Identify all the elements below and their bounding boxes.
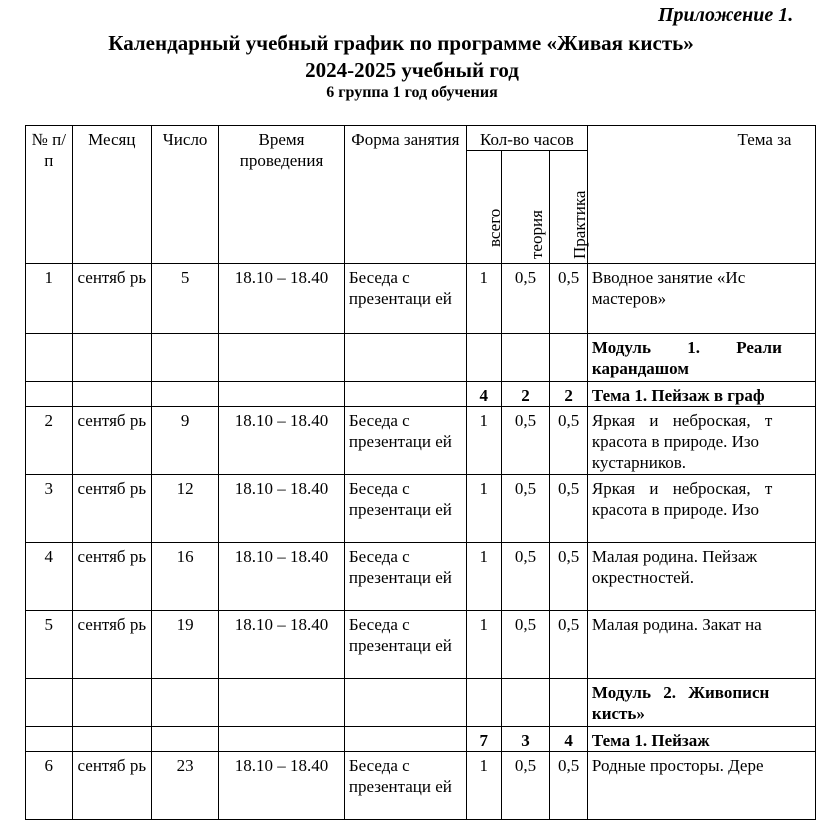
cell-form: Беседа с презентаци ей: [344, 407, 466, 475]
module-title: Модуль 2. Живописн кисть»: [587, 679, 815, 727]
table-row: [26, 611, 816, 679]
cell-num: 3: [26, 475, 73, 543]
table-row: [26, 264, 816, 334]
cell-month: сентяб рь: [72, 752, 151, 820]
cell-total: 1: [466, 752, 501, 820]
cell-num: 2: [26, 407, 73, 475]
cell-month: сентяб рь: [72, 543, 151, 611]
cell-topic: Яркая и неброская, т красота в природе. Изо: [587, 475, 815, 543]
cell-num: 1: [26, 264, 73, 334]
cell-day: 16: [152, 543, 219, 611]
document-title: Календарный учебный график по программе «Живая кисть»: [108, 31, 694, 55]
cell-day: 23: [152, 752, 219, 820]
module-row: [26, 679, 816, 727]
cell-form: Беседа с презентаци ей: [344, 475, 466, 543]
section-theory: 3: [501, 727, 550, 752]
section-practice: 4: [550, 727, 588, 752]
section-practice: 2: [550, 382, 588, 407]
cell-practice: 0,5: [550, 407, 588, 475]
cell-num: 5: [26, 611, 73, 679]
header-row: [26, 126, 816, 151]
cell-theory: 0,5: [501, 407, 550, 475]
cell-practice: 0,5: [550, 752, 588, 820]
cell-num: 4: [26, 543, 73, 611]
module-row: [26, 334, 816, 382]
cell-month: сентяб рь: [72, 611, 151, 679]
cell-form: Беседа с презентаци ей: [344, 752, 466, 820]
header-hours: Кол-во часов: [466, 126, 587, 151]
group-subtitle: 6 группа 1 год обучения: [326, 84, 498, 101]
cell-time: 18.10 – 18.40: [219, 543, 345, 611]
section-total: 4: [466, 382, 501, 407]
header-form: Форма занятия: [344, 126, 466, 264]
cell-practice: 0,5: [550, 264, 588, 334]
table-row: [26, 543, 816, 611]
cell-theory: 0,5: [501, 611, 550, 679]
cell-practice: 0,5: [550, 475, 588, 543]
header-total: всего: [466, 151, 501, 264]
section-row: [26, 727, 816, 752]
header-time: Время проведения: [219, 126, 345, 264]
cell-day: 5: [152, 264, 219, 334]
header-day: Число: [152, 126, 219, 264]
cell-topic: Малая родина. Закат на: [587, 611, 815, 679]
section-row: [26, 382, 816, 407]
cell-theory: 0,5: [501, 752, 550, 820]
cell-form: Беседа с презентаци ей: [344, 264, 466, 334]
cell-practice: 0,5: [550, 611, 588, 679]
cell-form: Беседа с презентаци ей: [344, 543, 466, 611]
table-row: [26, 752, 816, 820]
cell-month: сентяб рь: [72, 407, 151, 475]
cell-topic: Вводное занятие «Ис мастеров»: [587, 264, 815, 334]
cell-month: сентяб рь: [72, 475, 151, 543]
cell-total: 1: [466, 475, 501, 543]
header-topic: Тема за: [587, 126, 815, 264]
section-theory: 2: [501, 382, 550, 407]
cell-form: Беседа с презентаци ей: [344, 611, 466, 679]
cell-theory: 0,5: [501, 543, 550, 611]
schedule-table: [25, 125, 816, 820]
cell-total: 1: [466, 264, 501, 334]
section-title: Тема 1. Пейзаж: [587, 727, 815, 752]
header-practice: Практика: [550, 151, 588, 264]
cell-total: 1: [466, 611, 501, 679]
cell-topic: Яркая и неброская, т красота в природе. Изо кустарников.: [587, 407, 815, 475]
cell-topic: Родные просторы. Дере: [587, 752, 815, 820]
cell-time: 18.10 – 18.40: [219, 475, 345, 543]
cell-time: 18.10 – 18.40: [219, 407, 345, 475]
cell-month: сентяб рь: [72, 264, 151, 334]
cell-num: 6: [26, 752, 73, 820]
cell-topic: Малая родина. Пейзаж окрестностей.: [587, 543, 815, 611]
cell-total: 1: [466, 543, 501, 611]
header-num: № п/п: [26, 126, 73, 264]
cell-time: 18.10 – 18.40: [219, 264, 345, 334]
cell-day: 12: [152, 475, 219, 543]
cell-day: 9: [152, 407, 219, 475]
cell-time: 18.10 – 18.40: [219, 611, 345, 679]
cell-practice: 0,5: [550, 543, 588, 611]
table-row: [26, 475, 816, 543]
cell-day: 19: [152, 611, 219, 679]
header-theory: теория: [501, 151, 550, 264]
header-month: Месяц: [72, 126, 151, 264]
academic-year: 2024-2025 учебный год: [305, 58, 519, 82]
cell-theory: 0,5: [501, 475, 550, 543]
table-row: [26, 407, 816, 475]
section-total: 7: [466, 727, 501, 752]
cell-time: 18.10 – 18.40: [219, 752, 345, 820]
section-title: Тема 1. Пейзаж в граф: [587, 382, 815, 407]
cell-theory: 0,5: [501, 264, 550, 334]
cell-total: 1: [466, 407, 501, 475]
module-title: Модуль 1. Реали карандашом: [587, 334, 815, 382]
appendix-label: Приложение 1.: [658, 4, 794, 26]
